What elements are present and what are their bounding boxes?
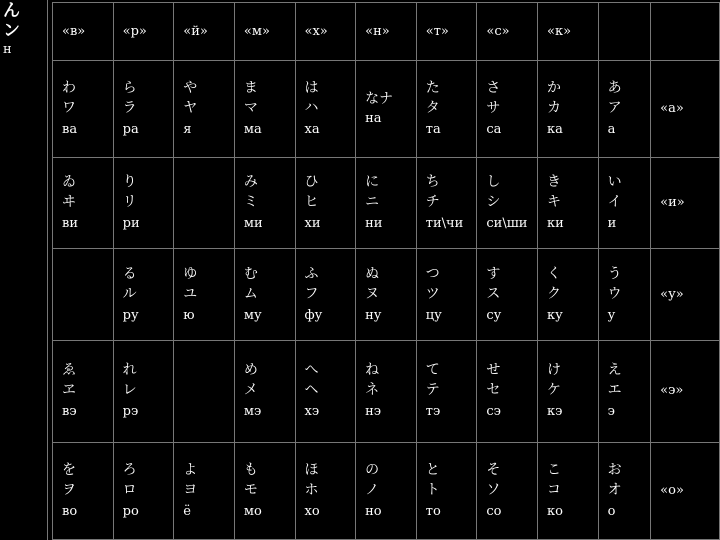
- kana-cell: [598, 158, 651, 249]
- column-header: «х»: [295, 3, 356, 61]
- kana-cell: [416, 249, 477, 340]
- katakana-text: シ: [486, 194, 501, 211]
- katakana-text: ソ: [486, 481, 501, 498]
- hiragana-text: や: [183, 80, 198, 97]
- hiragana-text: く: [547, 265, 561, 282]
- hiragana-text: る: [122, 265, 137, 282]
- russian-text: су: [486, 307, 502, 323]
- russian-text: ко: [547, 503, 563, 519]
- russian-text: ма: [243, 122, 262, 138]
- kana-cell: [174, 340, 235, 442]
- vowel-row-label: «э»: [651, 340, 720, 442]
- hiragana-text: み: [243, 174, 258, 191]
- katakana-text: ム: [243, 285, 258, 302]
- hiragana-text: い: [607, 174, 622, 191]
- column-header: [598, 3, 651, 61]
- russian-text: ки: [547, 216, 564, 232]
- table-row: [53, 249, 720, 340]
- katakana-text: ロ: [122, 481, 137, 498]
- table-row: [53, 442, 720, 539]
- kana-cell: [416, 158, 477, 249]
- kana-cell: [538, 61, 599, 158]
- hiragana-text: た: [425, 80, 440, 97]
- hiragana-text: へ: [304, 362, 319, 379]
- katakana-text: チ: [425, 194, 440, 211]
- russian-text: хи: [304, 216, 321, 232]
- russian-text: ё: [183, 503, 191, 519]
- russian-text: нэ: [365, 404, 382, 420]
- hiragana-text: え: [607, 362, 622, 379]
- katakana-text: ヌ: [365, 285, 380, 302]
- russian-text: ру: [122, 307, 139, 323]
- russian-text: ха: [304, 122, 320, 138]
- hiragana-text: う: [607, 265, 622, 282]
- kana-cell: [234, 340, 295, 442]
- russian-text: со: [486, 503, 502, 519]
- hiragana-text: む: [243, 265, 258, 282]
- column-header: «й»: [174, 3, 235, 61]
- russian-text: хэ: [304, 404, 320, 420]
- table-row: [53, 158, 720, 249]
- russian-text: ку: [547, 307, 563, 323]
- hiragana-text: お: [607, 461, 622, 478]
- hiragana-text: せ: [486, 362, 501, 379]
- vowel-row-label: «а»: [651, 61, 720, 158]
- kana-cell: [356, 249, 417, 340]
- kana-cell: [53, 249, 114, 340]
- russian-text: у: [607, 307, 616, 323]
- katakana-text: ユ: [183, 285, 198, 302]
- kana-cell: [295, 340, 356, 442]
- kana-cell: [295, 158, 356, 249]
- russian-text: но: [365, 503, 382, 519]
- katakana-text: キ: [547, 194, 561, 211]
- kana-cell: [234, 61, 295, 158]
- hiragana-text: ぬ: [365, 265, 380, 282]
- katakana-text: コ: [547, 481, 561, 498]
- kana-cell: [538, 442, 599, 539]
- kana-cell: [598, 249, 651, 340]
- hiragana-text: き: [547, 174, 561, 191]
- russian-text: то: [425, 503, 441, 519]
- russian-text: сэ: [486, 404, 501, 420]
- hiragana-text: ろ: [122, 461, 137, 478]
- russian-text: тэ: [425, 404, 441, 420]
- russian-text: та: [425, 122, 441, 138]
- kana-cell: [477, 249, 538, 340]
- russian-text: ро: [122, 503, 139, 519]
- hiragana-text: れ: [122, 362, 137, 379]
- hiragana-text: つ: [425, 265, 440, 282]
- russian-text: э: [607, 404, 615, 420]
- katakana-text: サ: [486, 100, 501, 117]
- kana-cell: [598, 61, 651, 158]
- russian-text: фу: [304, 307, 323, 323]
- russian-text: му: [243, 307, 262, 323]
- n-katakana: ン: [3, 21, 20, 41]
- katakana-text: ニ: [365, 194, 380, 211]
- katakana-text: フ: [304, 285, 319, 302]
- kana-cell: [538, 249, 599, 340]
- katakana-text: リ: [122, 194, 137, 211]
- hiragana-text: を: [62, 461, 76, 478]
- kana-cell: [53, 442, 114, 539]
- katakana-text: ヱ: [62, 382, 76, 399]
- katakana-text: ウ: [607, 285, 622, 302]
- hiragana-text: て: [425, 362, 440, 379]
- hiragana-text: に: [365, 174, 380, 191]
- katakana-text: テ: [425, 382, 440, 399]
- kana-cell: [356, 340, 417, 442]
- n-russian: н: [3, 42, 12, 57]
- russian-text: рэ: [122, 404, 139, 420]
- hiragana-text: は: [304, 80, 319, 97]
- kana-cell: [538, 340, 599, 442]
- kana-cell: [416, 61, 477, 158]
- hiragana-text: そ: [486, 461, 501, 478]
- russian-text: ю: [183, 307, 195, 323]
- kana-cell: [598, 340, 651, 442]
- katakana-text: カ: [547, 100, 561, 117]
- katakana-text: ハ: [304, 100, 319, 117]
- russian-text: вэ: [62, 404, 77, 420]
- katakana-text: ヒ: [304, 194, 319, 211]
- russian-text: во: [62, 503, 78, 519]
- kana-cell: [416, 340, 477, 442]
- russian-text: ри: [122, 216, 140, 232]
- kana-cell: [295, 61, 356, 158]
- kana-cell: [113, 61, 174, 158]
- katakana-text: ス: [486, 285, 501, 302]
- russian-text: а: [607, 122, 616, 138]
- table-row: [53, 61, 720, 158]
- katakana-text: メ: [243, 382, 258, 399]
- column-header: «с»: [477, 3, 538, 61]
- hiragana-text: け: [547, 362, 561, 379]
- hiragana-text: ゐ: [62, 174, 76, 191]
- vowel-row-label: «и»: [651, 158, 720, 249]
- russian-text: ми: [243, 216, 263, 232]
- katakana-text: レ: [122, 382, 137, 399]
- hiragana-text: し: [486, 174, 501, 191]
- hiragana-text: さ: [486, 80, 501, 97]
- kana-cell: [477, 158, 538, 249]
- katakana-text: エ: [607, 382, 622, 399]
- russian-text: ра: [122, 122, 139, 138]
- kana-cell: [113, 340, 174, 442]
- katakana-text: ク: [547, 285, 561, 302]
- russian-text: мо: [243, 503, 262, 519]
- hiragana-text: わ: [62, 80, 76, 97]
- kana-cell: [113, 249, 174, 340]
- katakana-text: ケ: [547, 382, 561, 399]
- hiragana-text: め: [243, 362, 258, 379]
- hiragana-text: ひ: [304, 174, 319, 191]
- russian-text: си\ши: [486, 216, 528, 232]
- vowel-row-label: «у»: [651, 249, 720, 340]
- katakana-text: ヨ: [183, 481, 198, 498]
- kana-cell: [356, 61, 417, 158]
- kana-cell: [234, 158, 295, 249]
- katakana-text: ネ: [365, 382, 380, 399]
- kana-cell: [234, 249, 295, 340]
- russian-text: мэ: [243, 404, 262, 420]
- katakana-text: ル: [122, 285, 137, 302]
- kana-cell: [174, 61, 235, 158]
- header-row: [53, 3, 720, 61]
- hiragana-text: ゆ: [183, 265, 198, 282]
- katakana-text: イ: [607, 194, 622, 211]
- kana-cell: [538, 158, 599, 249]
- hiragana-text: す: [486, 265, 501, 282]
- katakana-text: タ: [425, 100, 440, 117]
- kana-cell: [174, 442, 235, 539]
- katakana-text: セ: [486, 382, 501, 399]
- russian-text: кэ: [547, 404, 563, 420]
- kana-cell: [113, 442, 174, 539]
- column-header: «к»: [538, 3, 599, 61]
- hiragana-text: ま: [243, 80, 258, 97]
- hiragana-text: な: [365, 91, 380, 108]
- katakana-text: ト: [425, 481, 440, 498]
- hiragana-text: と: [425, 461, 440, 478]
- russian-text: о: [607, 503, 616, 519]
- russian-text: ви: [62, 216, 78, 232]
- table-row: [53, 340, 720, 442]
- katakana-text: ア: [607, 100, 622, 117]
- kana-cell: [477, 442, 538, 539]
- katakana-text: ヲ: [62, 481, 76, 498]
- katakana-text: マ: [243, 100, 258, 117]
- column-header: «м»: [234, 3, 295, 61]
- russian-text: ти\чи: [425, 216, 464, 232]
- katakana-text: モ: [243, 481, 258, 498]
- hiragana-text: り: [122, 174, 137, 191]
- hiragana-text: よ: [183, 461, 198, 478]
- n-column: [0, 0, 48, 540]
- kana-table: [52, 2, 720, 540]
- katakana-text: ホ: [304, 481, 319, 498]
- katakana-text: ヘ: [304, 382, 319, 399]
- corner-cell: [651, 3, 720, 61]
- russian-text: ну: [365, 307, 382, 323]
- hiragana-text: こ: [547, 461, 561, 478]
- katakana-text: ナ: [379, 91, 394, 108]
- russian-text: ка: [547, 122, 563, 138]
- katakana-text: ツ: [425, 285, 440, 302]
- kana-cell: [295, 249, 356, 340]
- kana-cell: [295, 442, 356, 539]
- katakana-text: オ: [607, 481, 622, 498]
- katakana-text: ヰ: [62, 194, 76, 211]
- kana-cell: [113, 158, 174, 249]
- kana-cell: [356, 158, 417, 249]
- kana-cell: [477, 61, 538, 158]
- russian-text: ва: [62, 122, 78, 138]
- column-header: «в»: [53, 3, 114, 61]
- russian-text: хо: [304, 503, 320, 519]
- katakana-text: ノ: [365, 481, 380, 498]
- kana-cell: [174, 158, 235, 249]
- hiragana-text: ふ: [304, 265, 319, 282]
- russian-text: и: [607, 216, 617, 232]
- katakana-text: ラ: [122, 100, 137, 117]
- russian-text: я: [183, 122, 192, 138]
- hiragana-text: ら: [122, 80, 137, 97]
- kana-cell: [53, 158, 114, 249]
- hiragana-text: ほ: [304, 461, 319, 478]
- kana-cell: [477, 340, 538, 442]
- russian-text: на: [365, 111, 382, 127]
- hiragana-text: あ: [607, 80, 622, 97]
- katakana-text: ヤ: [183, 100, 198, 117]
- kana-cell: [53, 61, 114, 158]
- hiragana-text: ゑ: [62, 362, 76, 379]
- vowel-row-label: «о»: [651, 442, 720, 539]
- kana-cell: [234, 442, 295, 539]
- hiragana-text: ち: [425, 174, 440, 191]
- column-header: «р»: [113, 3, 174, 61]
- katakana-text: ミ: [243, 194, 258, 211]
- kana-cell: [416, 442, 477, 539]
- russian-text: цу: [425, 307, 442, 323]
- kana-cell: [53, 340, 114, 442]
- hiragana-text: ね: [365, 362, 380, 379]
- kana-cell: [598, 442, 651, 539]
- n-hiragana: ん: [3, 1, 20, 21]
- column-header: «т»: [416, 3, 477, 61]
- hiragana-text: も: [243, 461, 258, 478]
- kana-cell: [356, 442, 417, 539]
- katakana-text: ワ: [62, 100, 76, 117]
- column-header: «н»: [356, 3, 417, 61]
- russian-text: са: [486, 122, 502, 138]
- kana-cell: [174, 249, 235, 340]
- hiragana-text: か: [547, 80, 561, 97]
- hiragana-text: の: [365, 461, 380, 478]
- russian-text: ни: [365, 216, 383, 232]
